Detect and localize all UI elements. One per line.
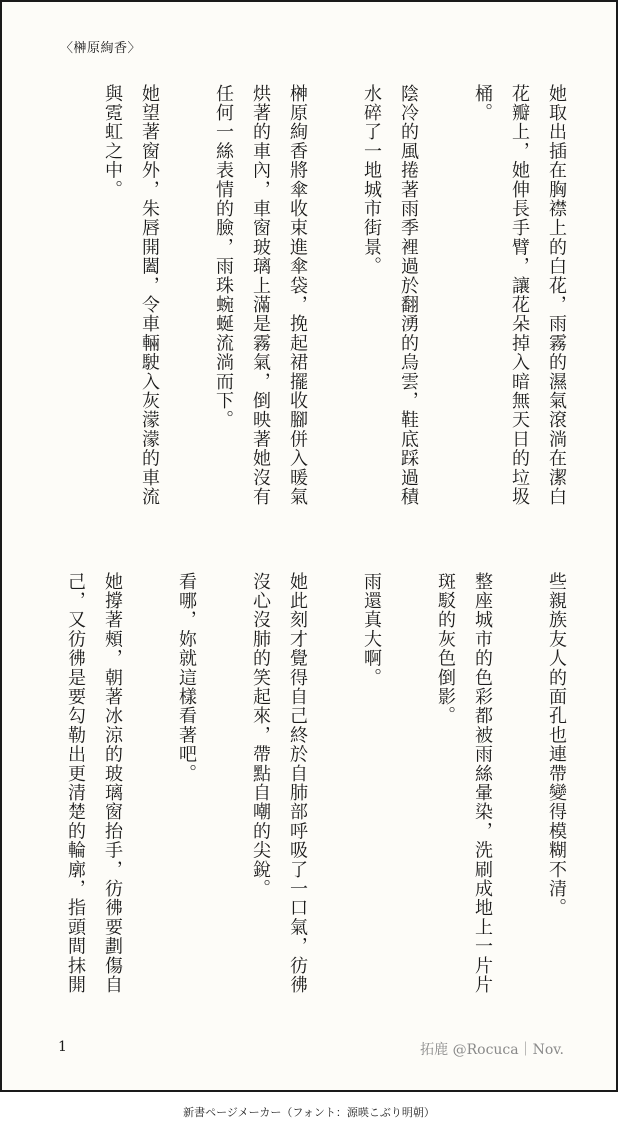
text-column: 雨還真大啊。 <box>361 572 382 688</box>
text-column: 陰冷的風捲著雨季裡過於翻湧的烏雲，鞋底踩過積 <box>398 84 419 507</box>
text-band-bottom <box>50 572 568 1020</box>
text-column: 她望著窗外，朱唇開闔，令車輛駛入灰濛濛的車流 <box>139 84 160 507</box>
text-column: 榊原絢香將傘收束進傘袋，挽起裙擺收腳併入暖氣 <box>287 84 308 507</box>
text-column: 花瓣上，她伸長手臂，讓花朵掉入暗無天日的垃圾 <box>509 84 530 507</box>
text-column: 她此刻才覺得自己終於自肺部呼吸了一口氣，彷彿 <box>287 572 308 995</box>
text-column: 看哪，妳就這樣看著吧。 <box>176 572 197 784</box>
text-column: 己，又彷彿是要勾勒出更清楚的輪廓，指頭間抹開 <box>65 572 86 995</box>
text-column: 她取出插在胸襟上的白花，雨霧的濕氣滾淌在潔白 <box>546 84 567 507</box>
text-column <box>420 84 457 532</box>
text-column <box>494 572 531 1020</box>
text-column <box>124 572 161 1020</box>
text-column <box>161 84 198 532</box>
text-column: 與霓虹之中。 <box>102 84 123 200</box>
text-column <box>309 84 346 532</box>
text-column: 她撐著頰，朝著冰涼的玻璃窗抬手，彷彿要劃傷自 <box>102 572 123 995</box>
text-column: 沒心沒肺的笑起來，帶點自嘲的尖銳。 <box>250 572 271 899</box>
author-byline: 拓鹿 @Rocuca｜Nov. <box>420 1042 564 1058</box>
text-column: 斑駁的灰色倒影。 <box>435 572 456 726</box>
text-column: 烘著的車內，車窗玻璃上滿是霧氣，倒映著她沒有 <box>250 84 271 507</box>
page-number: 1 <box>58 1039 67 1055</box>
tool-credit: 新書ページメーカー（フォント：源暎こぶり明朝） <box>183 1106 435 1119</box>
text-column: 水碎了一地城市街景。 <box>361 84 382 276</box>
text-column: 些親族友人的面孔也連帶變得模糊不清。 <box>546 572 567 918</box>
book-title: 〈榊原絢香〉 <box>60 41 142 56</box>
text-band-top <box>50 84 568 532</box>
text-column: 桶。 <box>472 84 493 123</box>
text-column: 任何一絲表情的臉，雨珠蜿蜒流淌而下。 <box>213 84 234 430</box>
text-column <box>50 84 87 532</box>
text-column <box>383 572 420 1020</box>
text-column <box>198 572 235 1020</box>
text-column: 整座城市的色彩都被雨絲暈染，洗刷成地上一片片 <box>472 572 493 995</box>
text-column <box>309 572 346 1020</box>
